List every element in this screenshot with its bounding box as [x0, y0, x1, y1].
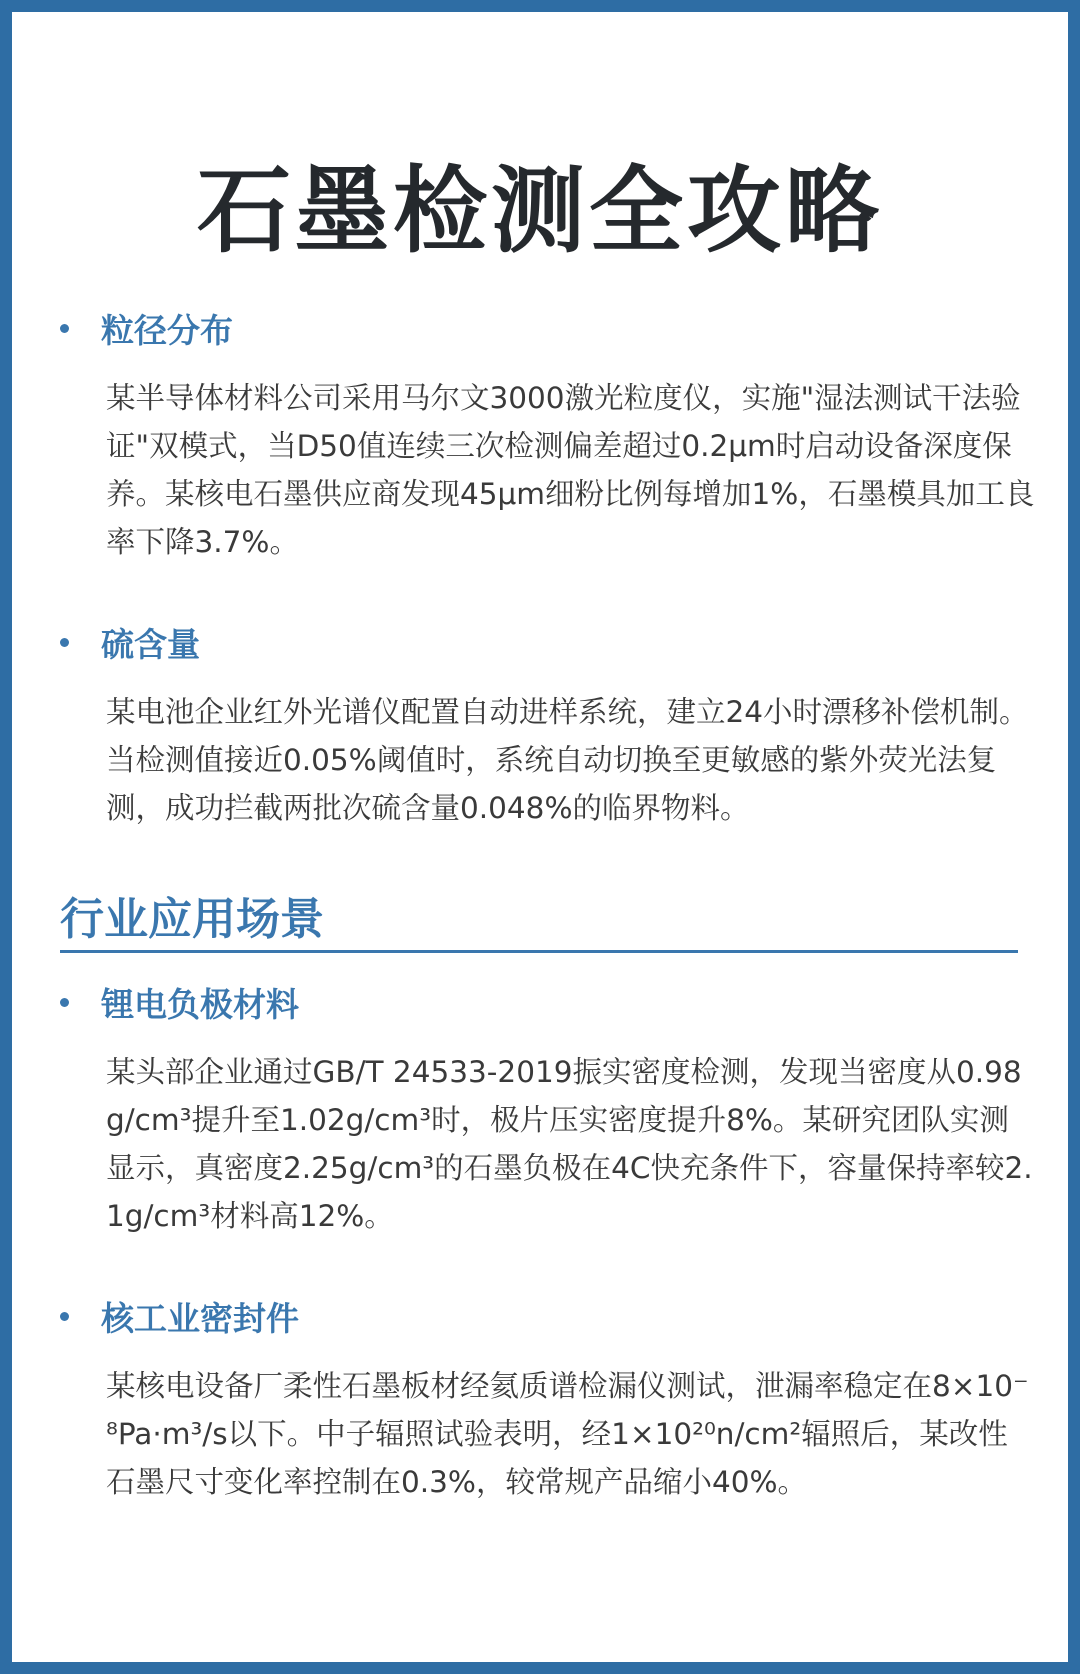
app-heading-label: 核工业密封件: [101, 1298, 299, 1338]
app-heading-lithium-anode: [60, 982, 299, 1022]
section-heading-label: 粒径分布: [101, 310, 233, 350]
page-title: 石墨检测全攻略: [196, 157, 883, 266]
section-heading-label: 硫含量: [101, 624, 200, 664]
applications-heading: 行业应用场景: [60, 894, 324, 945]
app-heading-label: 锂电负极材料: [101, 984, 299, 1024]
section-heading-sulfur: [60, 622, 200, 662]
bullet-icon: [60, 998, 69, 1007]
section-body-particle-size: 某半导体材料公司采用马尔文3000激光粒度仪，实施"湿法测试干法验证"双模式，当D50值连续三次检测偏差超过0.2μm时启动设备深度保养。某核电石墨供应商发现45μm细粉比例每增加1%，石墨模具加工良率下降3.7%。: [106, 381, 1035, 559]
app-body-nuclear-seal: 某核电设备厂柔性石墨板材经氦质谱检漏仪测试，泄漏率稳定在8×10⁻⁸Pa·m³/s以下。中子辐照试验表明，经1×10²⁰n/cm²辐照后，某改性石墨尺寸变化率控制在0.3%，较常规产品缩小40%。: [106, 1369, 1029, 1499]
app-body-lithium-anode: 某头部企业通过GB/T 24533-2019振实密度检测，发现当密度从0.98g/cm³提升至1.02g/cm³时，极片压实密度提升8%。某研究团队实测显示，真密度2.25g/cm³的石墨负极在4C快充条件下，容量保持率较2.1g/cm³材料高12%。: [106, 1055, 1033, 1233]
applications-divider: [60, 950, 1018, 953]
section-heading-particle-size: [60, 308, 233, 348]
page-frame: [12, 12, 1068, 1662]
bullet-icon: [60, 638, 69, 647]
section-body-sulfur: 某电池企业红外光谱仪配置自动进样系统，建立24小时漂移补偿机制。当检测值接近0.05%阈值时，系统自动切换至更敏感的紫外荧光法复测，成功拦截两批次硫含量0.048%的临界物料。: [106, 695, 1029, 825]
bullet-icon: [60, 1312, 69, 1321]
app-heading-nuclear-seal: [60, 1296, 299, 1336]
bullet-icon: [60, 324, 69, 333]
